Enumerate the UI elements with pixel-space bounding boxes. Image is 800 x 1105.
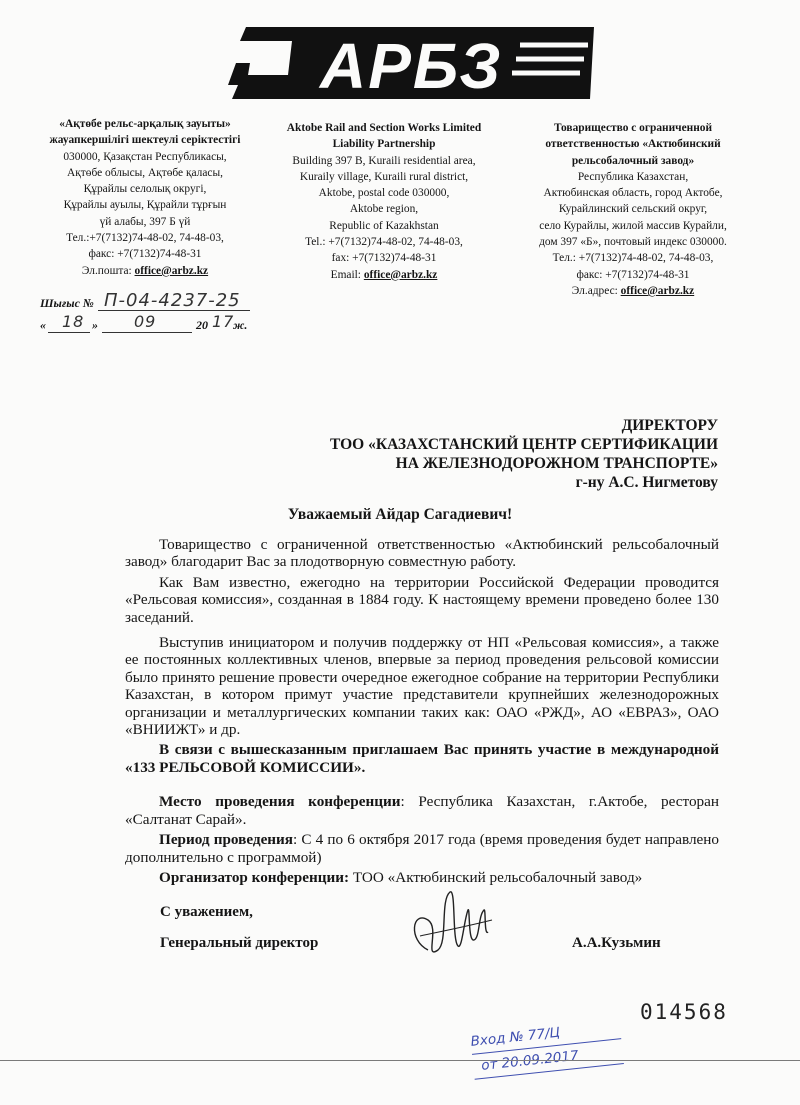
email-label: Эл.адрес: (571, 284, 621, 297)
salutation: Уважаемый Айдар Сагадиевич! (287, 506, 513, 523)
invitation-paragraph: В связи с вышесказанным приглашаем Вас принять участие в международной «133 РЕЛЬСОВОЙ КОМИССИИ». (125, 741, 719, 776)
addressee-line: НА ЖЕЛЕЗНОДОРОЖНОМ ТРАНСПОРТЕ» (395, 455, 718, 472)
address-line: дом 397 «Б», почтовый индекс 030000. (539, 236, 727, 249)
outgoing-label: Шығыс № (40, 296, 94, 310)
outgoing-number: П-04-4237-25 (104, 290, 241, 311)
address-line: Актюбинская область, город Актобе, (543, 187, 723, 200)
address-line: Aktobe, postal code 030000, (318, 187, 450, 200)
signatory-position: Генеральный директор (160, 935, 319, 951)
address-line: Ақтөбе облысы, Ақтөбе қаласы, (67, 166, 223, 179)
outgoing-year-prefix: 20 (196, 318, 208, 332)
phone-line: Тел.: +7(7132)74-48-02, 74-48-03, (552, 252, 714, 265)
registration-number: 014568 (640, 1000, 728, 1024)
address-line: село Курайлы, жилой массив Курайли, (539, 219, 727, 232)
header-kz (40, 116, 250, 279)
bottom-divider (0, 1060, 800, 1061)
period-value: : С 4 по 6 октября 2017 года (время проведения будет направлено дополнительно с программой) (125, 831, 719, 866)
place-value: : Республика Казахстан, г.Актобе, ресторан «Салтанат Сарай». (125, 793, 719, 828)
address-line: Курайлинский сельский округ, (558, 203, 708, 216)
incoming-stamp (469, 1014, 624, 1085)
letter-body (125, 536, 719, 886)
paragraph: Выступив инициатором и получив поддержку от НП «Рельсовая комиссия», а также ее постоянных коллективных членов, впервые за период проведения рельсовой комиссии было принято решение провести очередное ежегодное собрание на территории Республики Казахстан, в котором примут участие представители крупнейших железнодорожных организации и металлургических компании таких как: ОАО «РЖД», АО «ЕВРАЗ», ОАО «ВНИИЖТ» и др. (125, 634, 719, 739)
email-row (268, 267, 500, 283)
logo-text: АРБЗ (320, 30, 503, 101)
phone-line: Тел.:+7(7132)74-48-02, 74-48-03, (66, 232, 224, 245)
address-line: Құрайлы селолық округі, (83, 183, 207, 196)
incoming-number: Вход № 77/Ц (469, 1014, 621, 1055)
email-label: Эл.пошта: (81, 264, 135, 277)
fax-line: факс: +7(7132)74-48-31 (88, 248, 202, 261)
place-paragraph (125, 793, 719, 828)
outgoing-year: 17 (212, 312, 235, 331)
company-name-kz: «Ақтөбе рельс-арқалық зауыты» жауапкершілігі шектеулі серіктестігі (49, 118, 241, 147)
addressee-line: ТОО «КАЗАХСТАНСКИЙ ЦЕНТР СЕРТИФИКАЦИИ (329, 436, 718, 453)
paragraph: Как Вам известно, ежегодно на территории Российской Федерации проводится «Рельсовая комиссия», созданная в 1884 году. К настоящему времени проведено более 130 заседаний. (125, 573, 719, 626)
period-paragraph (125, 831, 719, 866)
addressee-line: ДИРЕКТОРУ (621, 417, 718, 434)
outgoing-month: 09 (134, 312, 157, 331)
address-line: Құрайлы ауылы, Құрайли тұрғын (63, 199, 227, 212)
address-line: Aktobe region, (349, 203, 419, 216)
handwritten-signature (398, 880, 498, 970)
period-label: Период проведения (159, 831, 294, 849)
signatory-name: А.А.Кузьмин (572, 935, 661, 951)
address-line: Республика Казахстан, (577, 170, 689, 183)
place-label: Место проведения конференции (159, 793, 401, 811)
email-link[interactable]: office@arbz.kz (363, 268, 438, 281)
header-ru (518, 120, 748, 299)
incoming-date: от 20.09.2017 (472, 1039, 624, 1080)
address-line: үй алабы, 397 Б үй (99, 215, 191, 228)
company-name-ru: Товарищество с ограниченной ответственностью «Актюбинский рельсобалочный завод» (545, 122, 721, 167)
email-link[interactable]: office@arbz.kz (620, 284, 695, 297)
email-label: Email: (330, 268, 364, 281)
address-line: 030000, Қазақстан Республикасы, (63, 150, 227, 163)
email-link[interactable]: office@arbz.kz (134, 264, 209, 277)
organizer-value: ТОО «Актюбинский рельсобалочный завод» (349, 868, 643, 886)
addressee-line: г-ну А.С. Нигметову (575, 474, 718, 491)
email-row (518, 283, 748, 299)
phone-line: Tel.: +7(7132)74-48-02, 74-48-03, (305, 236, 463, 249)
fax-line: факс: +7(7132)74-48-31 (576, 268, 690, 281)
address-line: Kuraily village, Kuraili rural district, (299, 170, 469, 183)
outgoing-number-block: Шығыс № П-04-4237-25 « 18 » 09 20 17 ж. (40, 292, 280, 340)
fax-line: fax: +7(7132)74-48-31 (331, 252, 437, 265)
organizer-label: Организатор конференции: (159, 868, 350, 886)
header-en (268, 120, 500, 283)
arbz-logo (228, 25, 598, 101)
outgoing-day: 18 (62, 312, 85, 331)
email-row (40, 263, 250, 279)
company-name-en: Aktobe Rail and Section Works Limited Liability Partnership (286, 122, 482, 151)
addressee-block (300, 416, 718, 492)
address-line: Building 397 B, Kuraili residential area, (292, 154, 476, 167)
outgoing-suffix: ж. (233, 318, 248, 332)
regards: С уважением, (160, 904, 253, 920)
address-line: Republic of Kazakhstan (329, 219, 439, 232)
paragraph: Товарищество с ограниченной ответственностью «Актюбинский рельсобалочный завод» благодарит Вас за плодотворную совместную работу. (125, 536, 719, 571)
